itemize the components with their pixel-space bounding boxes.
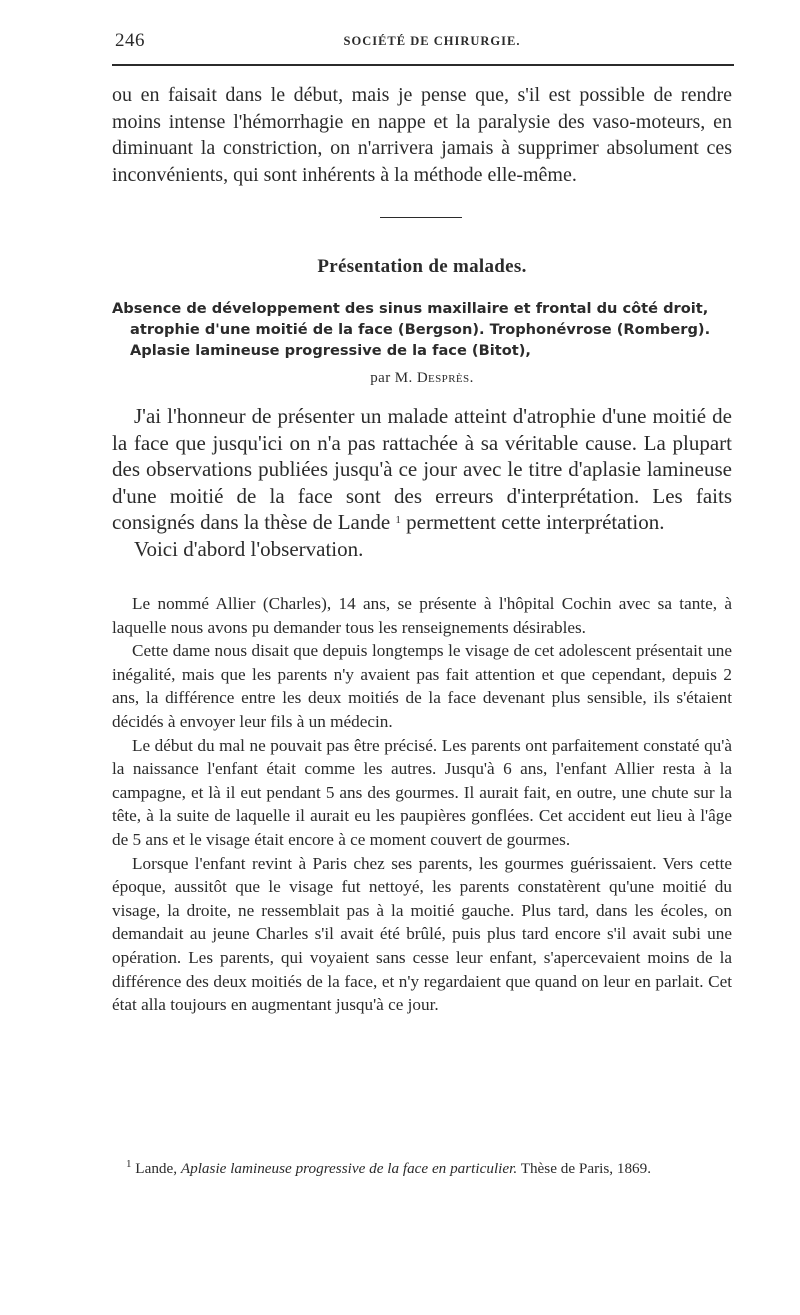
intro-text-continued: permettent cette interprétation. <box>406 510 665 535</box>
footnote-marker: 1 <box>126 1158 132 1170</box>
header-rule <box>112 64 734 66</box>
footnote-rest: Thèse de Paris, 1869. <box>520 1160 652 1177</box>
intro-paragraph-2: Voici d'abord l'observation. <box>134 536 364 561</box>
byline-author: Desprès. <box>416 370 474 386</box>
intro-text: J'ai l'honneur de présenter un malade atteint d'atrophie d'une moitié de la face que jusqu'ici on n'a pas rattachée à sa véritable cause. La plupart des observations publiées jusqu'à ce jour avec le titre d'aplasie lamineuse d'une moitié de la face sont des erreurs d'interprétation. Les faits consignés dans la thèse de Lande <box>112 404 732 535</box>
case-title-line-2: atrophie d'une moitié de la face (Bergson). Trophonévrose (Romberg). <box>130 321 711 338</box>
running-title: SOCIÉTÉ DE CHIRURGIE. <box>343 34 521 48</box>
section-divider <box>380 217 462 218</box>
case-title-line-1: Absence de développement des sinus maxillaire et frontal du côté droit, <box>112 300 709 317</box>
observation-paragraph-2: Cette dame nous disait que depuis longtemps le visage de cet adolescent présentait une inégalité, mais que les parents n'y avaient pas fait attention et que cependant, depuis 2 ans, la différence entre les deux moitiés de la face devenant plus sensible, ils s'étaient décidés à envoyer leur fils à un médecin. <box>112 641 732 731</box>
observation-block <box>112 592 732 1017</box>
observation-paragraph-1: Le nommé Allier (Charles), 14 ans, se présente à l'hôpital Cochin avec sa tante, à laquelle nous avons pu demander tous les renseignements désirables. <box>112 594 732 637</box>
footnote-title: Aplasie lamineuse progressive de la face en particulier. <box>180 1160 518 1177</box>
footnote-author: Lande, <box>135 1160 178 1177</box>
footnote <box>112 1158 732 1179</box>
footnote-reference: 1 <box>395 514 401 527</box>
intro-paragraph-1 <box>112 403 732 536</box>
case-title-line-3: Aplasie lamineuse progressive de la face (Bitot), <box>130 342 531 359</box>
intro-block <box>112 403 732 563</box>
running-head <box>112 0 734 62</box>
byline-prefix: par M. <box>370 370 413 386</box>
page-number: 246 <box>115 30 145 51</box>
observation-paragraph-4: Lorsque l'enfant revint à Paris chez ses parents, les gourmes guérissaient. Vers cette époque, aussitôt que le visage fut nettoyé, les parents constatèrent qu'une moitié du visage, la droite, ne ressemblait pas à la moitié gauche. Plus tard, dans les écoles, on demandait au jeune Charles s'il avait été brûlé, puis plus tard encore s'il avait subi une opération. Les parents, qui voyaient sans cesse leur enfant, s'apercevaient moins de la différence des deux moitiés de la face, et n'y regardaient que quand on leur en parlait. Cet état alla toujours en augmentant jusqu'à ce jour. <box>112 853 732 1015</box>
observation-paragraph-3: Le début du mal ne pouvait pas être précisé. Les parents ont parfaitement constaté qu'à la naissance l'enfant était comme les autres. Jusqu'à 6 ans, l'enfant Allier resta à la campagne, et là il eut pendant 5 ans des gourmes. Il aurait fait, en outre, une chute sur la tête, à la suite de laquelle il aurait eu les paupières gonflées. Cet accident eut lieu à l'âge de 5 ans et le visage était encore à ce moment couvert de gourmes. <box>112 735 732 849</box>
footnote-text <box>112 1158 732 1179</box>
opening-paragraph-block <box>112 82 732 188</box>
page <box>112 0 734 1177</box>
byline <box>112 370 732 387</box>
section-heading: Présentation de malades. <box>317 256 527 277</box>
opening-paragraph: ou en faisait dans le début, mais je pense que, s'il est possible de rendre moins intense l'hémorrhagie en nappe et la paralysie des vaso-moteurs, en diminuant la constriction, on n'arrivera jamais à supprimer absolument ces inconvénients, qui sont inhérents à la méthode elle-même. <box>112 84 732 186</box>
case-title <box>112 298 734 361</box>
